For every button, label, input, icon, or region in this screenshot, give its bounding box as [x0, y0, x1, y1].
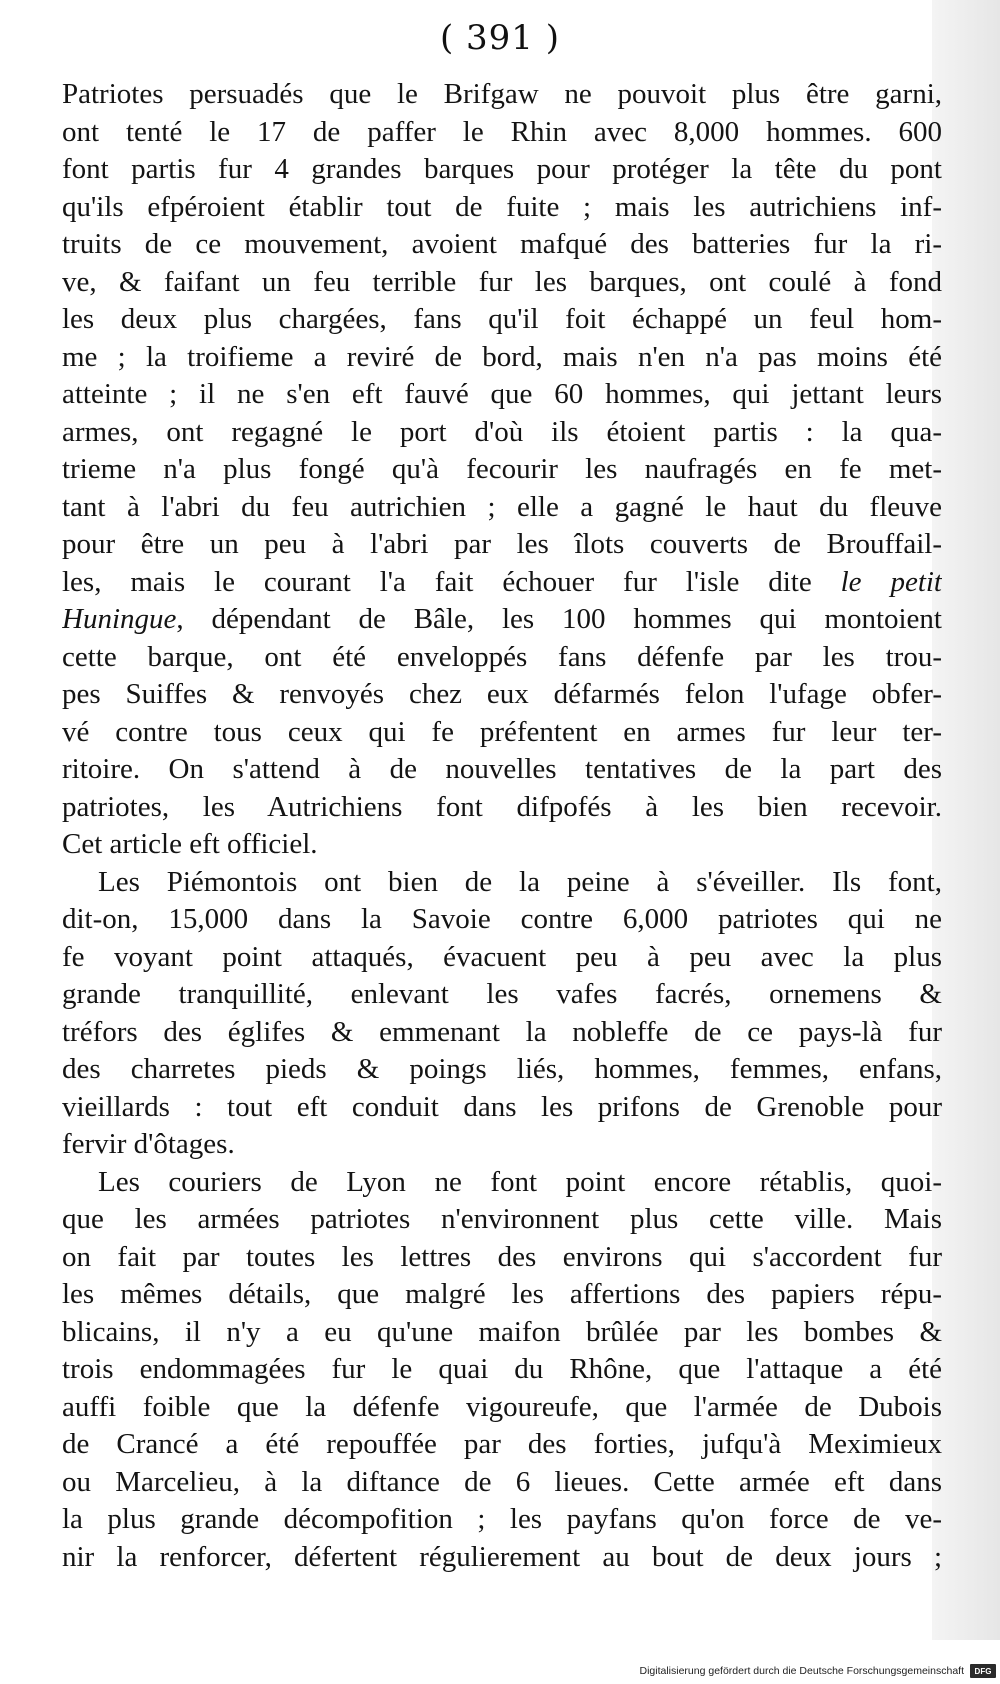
text-line: [62, 1539, 942, 1577]
line-text: grande tranquillité, enlevant les vafes facrés, ornemens &: [62, 978, 942, 1010]
text-line: [62, 1276, 942, 1314]
text-line: [62, 489, 942, 527]
text-line: [62, 1501, 942, 1539]
text-line: [62, 751, 942, 789]
line-text: des charretes pieds & poings liés, hommes, femmes, enfans,: [62, 1053, 942, 1085]
text-line: [62, 639, 942, 677]
line-text: pes Suiffes & renvoyés chez eux défarmés felon l'ufage obfer-: [62, 678, 942, 710]
line-text: vé contre tous ceux qui fe préfentent en armes fur leur ter-: [62, 715, 942, 748]
line-text: Les couriers de Lyon ne font point encore rétablis, quoi-: [98, 1165, 942, 1198]
text-line: [62, 1314, 942, 1352]
dfg-logo-icon: DFG: [970, 1664, 996, 1678]
line-text: patriotes, les Autrichiens font difpofés à les bien recevoir.: [62, 790, 942, 823]
line-text: fervir d'ôtages.: [62, 1128, 235, 1160]
line-text: pour être un peu à l'abri par les îlots couverts de Brouffail-: [62, 528, 942, 560]
line-text: , dépendant de Bâle, les 100 hommes qui montoient: [176, 603, 942, 635]
text-line: [62, 789, 942, 827]
line-text: armes, ont regagné le port d'où ils étoient partis : la qua-: [62, 415, 942, 448]
line-text: auffi foible que la défenfe vigoureufe, que l'armée de Dubois: [62, 1390, 942, 1423]
text-line: [62, 901, 942, 939]
line-text: qu'ils efpéroient établir tout de fuite ; mais les autrichiens inf-: [62, 190, 942, 223]
line-text: trois endommagées fur le quai du Rhône, que l'attaque a été: [62, 1353, 942, 1385]
text-line: [62, 714, 942, 752]
line-text: les mêmes détails, que malgré les affertions des papiers répu-: [62, 1278, 942, 1310]
text-line: [62, 376, 942, 414]
text-line: [62, 1126, 942, 1164]
line-text: la plus grande décompofition ; les payfans qu'on force de ve-: [62, 1503, 942, 1535]
line-text: ont tenté le 17 de paffer le Rhin avec 8,000 hommes. 600: [62, 115, 942, 148]
text-line: [62, 1089, 942, 1127]
text-line: [62, 226, 942, 264]
text-line: [62, 976, 942, 1014]
text-line: [62, 526, 942, 564]
line-text: Les Piémontois ont bien de la peine à s'éveiller. Ils font,: [98, 865, 942, 898]
line-text: trieme n'a plus fongé qu'à fecourir les naufragés en fe met-: [62, 453, 942, 485]
text-line: [62, 451, 942, 489]
text-line: [62, 1351, 942, 1389]
page-number: ( 391 ): [439, 18, 561, 58]
text-line: [62, 1201, 942, 1239]
text-line: [62, 189, 942, 227]
line-text: tréfors des églifes & emmenant la nobleffe de ce pays-là fur: [62, 1015, 942, 1048]
text-line: [62, 601, 942, 639]
line-text: Patriotes persuadés que le Brifgaw ne pouvoit plus être garni,: [62, 78, 942, 110]
line-text: cette barque, ont été enveloppés fans défenfe par les trou-: [62, 640, 942, 673]
line-text: font partis fur 4 grandes barques pour protéger la tête du pont: [62, 153, 942, 185]
line-text: ou Marcelieu, à la diftance de 6 lieues. Cette armée eft dans: [62, 1465, 942, 1498]
credit-text: Digitalisierung gefördert durch die Deutsche Forschungsgemeinschaft: [639, 1665, 964, 1677]
text-line: [62, 1426, 942, 1464]
line-text: blicains, il n'y a eu qu'une maifon brûlée par les bombes &: [62, 1315, 942, 1348]
line-text: atteinte ; il ne s'en eft fauvé que 60 hommes, qui jettant leurs: [62, 378, 942, 410]
line-text: ritoire. On s'attend à de nouvelles tentatives de la part des: [62, 753, 942, 785]
text-line: [62, 564, 942, 602]
text-line: [62, 414, 942, 452]
text-line: [62, 339, 942, 377]
text-line: [62, 76, 942, 114]
line-text: dit-on, 15,000 dans la Savoie contre 6,000 patriotes qui ne: [62, 903, 942, 935]
line-text: Cet article eft officiel.: [62, 828, 318, 860]
text-line: [62, 264, 942, 302]
text-line: [62, 826, 942, 864]
line-text: nir la renforcer, défertent régulierement au bout de deux jours ;: [62, 1540, 942, 1573]
italic-text: Huningue: [62, 603, 177, 635]
text-line: [62, 1051, 942, 1089]
line-text: les deux plus chargées, fans qu'il foit échappé un feul hom-: [62, 303, 942, 335]
text-line: [62, 114, 942, 152]
text-line: [62, 301, 942, 339]
text-line: [62, 1014, 942, 1052]
line-text: me ; la troifieme a reviré de bord, mais n'en n'a pas moins été: [62, 340, 942, 373]
line-text: truits de ce mouvement, avoient mafqué des batteries fur la ri-: [62, 228, 942, 260]
text-line: [62, 864, 942, 902]
line-text: on fait par toutes les lettres des environs qui s'accordent fur: [62, 1240, 942, 1273]
line-text: ve, & faifant un feu terrible fur les barques, ont coulé à fond: [62, 265, 942, 298]
line-text: tant à l'abri du feu autrichien ; elle a gagné le haut du fleuve: [62, 490, 942, 523]
line-text: vieillards : tout eft conduit dans les prifons de Grenoble pour: [62, 1090, 942, 1123]
text-line: [62, 676, 942, 714]
line-text: fe voyant point attaqués, évacuent peu à peu avec la plus: [62, 940, 942, 973]
text-line: [62, 939, 942, 977]
page-edge-shadow: [932, 0, 1000, 1640]
digitization-credit: [600, 1662, 996, 1680]
line-text: que les armées patriotes n'environnent plus cette ville. Mais: [62, 1203, 942, 1235]
text-line: [62, 151, 942, 189]
text-line: [62, 1464, 942, 1502]
line-text: de Crancé a été repouffée par des forties, jufqu'à Meximieux: [62, 1428, 942, 1460]
text-line: [62, 1164, 942, 1202]
italic-text: le petit: [840, 565, 942, 598]
text-line: [62, 1389, 942, 1427]
body-text: [62, 76, 942, 1576]
text-line: [62, 1239, 942, 1277]
line-text: les, mais le courant l'a fait échouer fur l'isle dite: [62, 565, 841, 598]
